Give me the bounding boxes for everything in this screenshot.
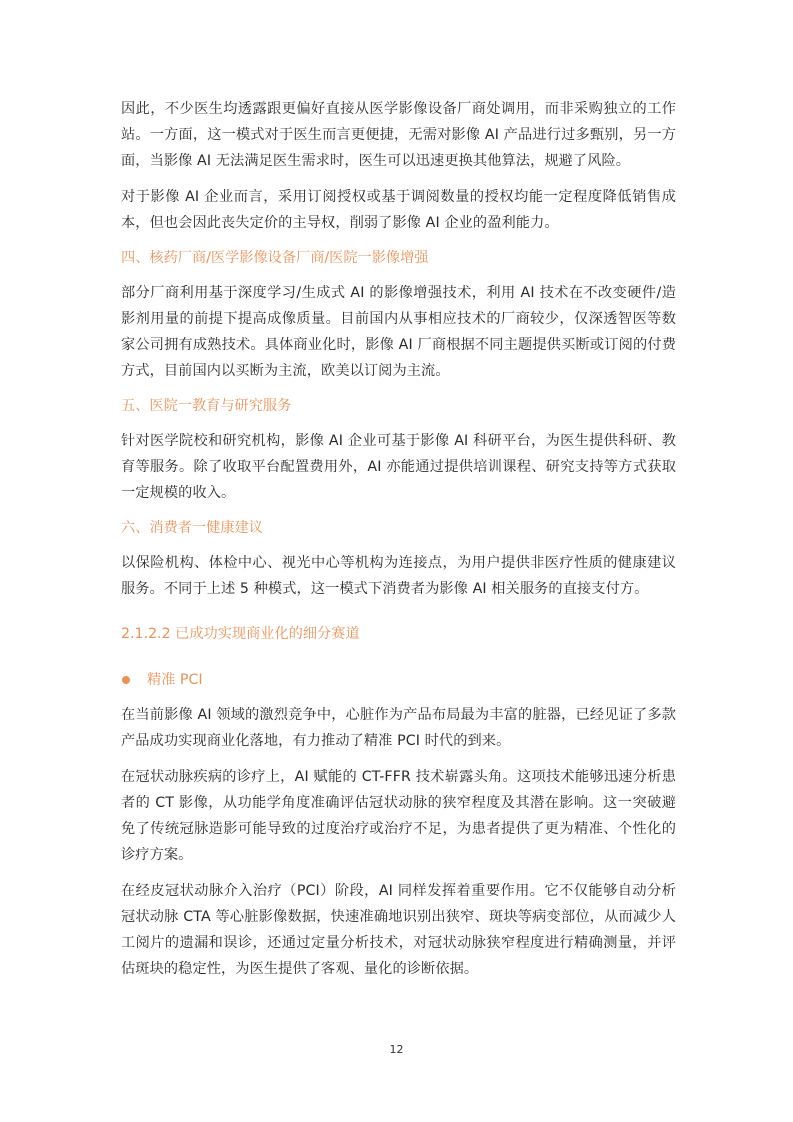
paragraph: 在当前影像 AI 领域的激烈竞争中，心脏作为产品布局最为丰富的脏器，已经见证了多款产品成功实现商业化落地，有力推动了精准 PCI 时代的到来。	[121, 707, 676, 749]
paragraph: 因此，不少医生均透露跟更偏好直接从医学影像设备厂商处调用，而非采购独立的工作站。一方面，这一模式对于医生而言更便捷，无需对影像 AI 产品进行过多甄别，另一方面，当影像 AI 无法满足医生需求时，医生可以迅速更换其他算法，规避了风险。	[121, 101, 676, 169]
paragraph: 部分厂商利用基于深度学习/生成式 AI 的影像增强技术，利用 AI 技术在不改变硬件/造影剂用量的前提下提高成像质量。目前国内从事相应技术的厂商较少，仅深透智医等数家公司拥有成熟技术。具体商业化时，影像 AI 厂商根据不同主题提供买断或订阅的付费方式，目前国内以买断为主流，欧美以订阅为主流。	[121, 285, 676, 379]
section-heading-6: 六、消费者一健康建议	[121, 520, 263, 536]
paragraph: 在经皮冠状动脉介入治疗（PCI）阶段，AI 同样发挥着重要作用。它不仅能够自动分析冠状动脉 CTA 等心脏影像数据，快速准确地识别出狭窄、斑块等病变部位，从而减少人工阅片的遗漏和误诊，还通过定量分析技术，对冠状动脉狭窄程度进行精确测量，并评估斑块的稳定性，为医生提供了客观、量化的诊断依据。	[121, 883, 676, 977]
paragraph: 对于影像 AI 企业而言，采用订阅授权或基于调阅数量的授权均能一定程度降低销售成本，但也会因此丧失定价的主导权，削弱了影像 AI 企业的盈利能力。	[121, 189, 676, 231]
section-heading-5: 五、医院一教育与研究服务	[121, 398, 292, 414]
subsection-title: 2.1.2.2 已成功实现商业化的细分赛道	[121, 626, 360, 642]
paragraph: 针对医学院校和研究机构，影像 AI 企业可基于影像 AI 科研平台，为医生提供科研、教育等服务。除了收取平台配置费用外，AI 亦能通过提供培训课程、研究支持等方式获取一定规模的收入。	[121, 433, 676, 501]
bullet-item	[121, 668, 676, 692]
bullet-label: 精准 PCI	[147, 672, 203, 688]
bullet-dot-icon	[122, 676, 130, 684]
paragraph: 以保险机构、体检中心、视光中心等机构为连接点，为用户提供非医疗性质的健康建议服务。不同于上述 5 种模式，这一模式下消费者为影像 AI 相关服务的直接支付方。	[121, 555, 676, 597]
document-body	[121, 96, 676, 992]
section-heading-4: 四、核药厂商/医学影像设备厂商/医院一影像增强	[121, 250, 429, 266]
page-number: 12	[389, 1043, 404, 1056]
paragraph: 在冠状动脉疾病的诊疗上，AI 赋能的 CT-FFR 技术崭露头角。这项技术能够迅速分析患者的 CT 影像，从功能学角度准确评估冠状动脉的狭窄程度及其潜在影响。这一突破避免了传统冠脉造影可能导致的过度治疗或治疗不足，为患者提供了更为精准、个性化的诊疗方案。	[121, 769, 676, 863]
